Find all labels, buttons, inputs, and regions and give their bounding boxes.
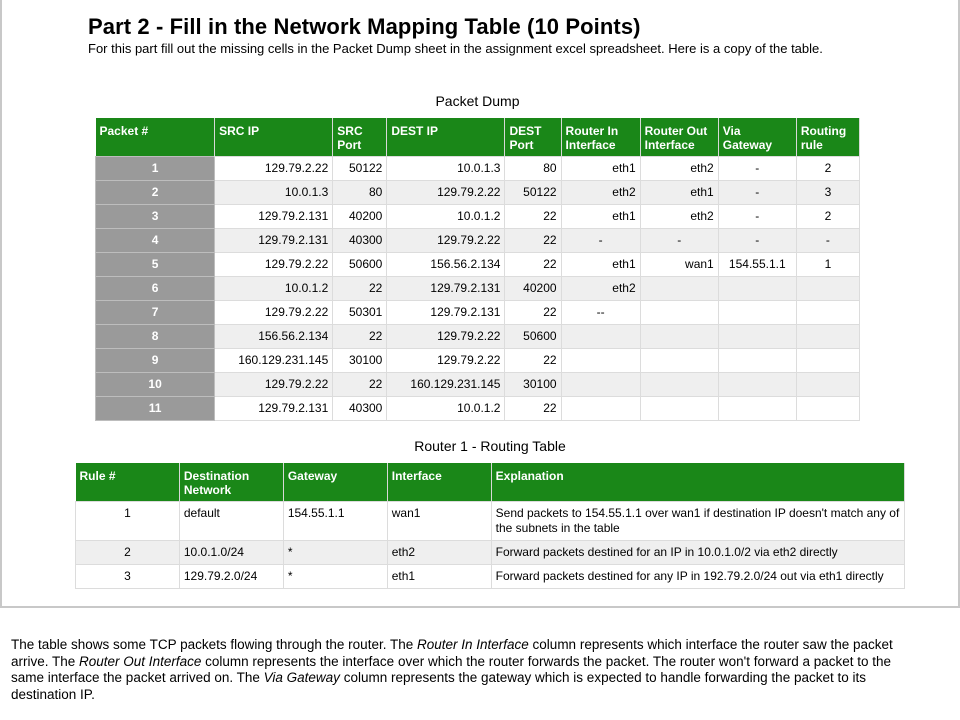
dest-port-cell: 22 (505, 205, 561, 229)
router-in-cell (561, 373, 640, 397)
dest-ip-cell: 129.79.2.131 (387, 301, 505, 325)
frame-bottom-border (0, 606, 960, 608)
packet-row (96, 253, 860, 277)
col-header-via-gateway: Via Gateway (718, 118, 796, 157)
routing-rule-cell: - (796, 229, 859, 253)
routing-row (76, 502, 905, 541)
packet-number-cell: 2 (96, 181, 215, 205)
router-out-cell: - (640, 229, 718, 253)
paragraph-text-4: column represents the gateway which is expected to handle forwarding the packet to its destination IP. (11, 670, 866, 702)
src-ip-cell: 129.79.2.22 (215, 157, 333, 181)
src-ip-cell: 129.79.2.22 (215, 253, 333, 277)
packet-dump-header-row (96, 118, 860, 157)
routing-rule-cell (796, 397, 859, 421)
router-in-cell: eth1 (561, 205, 640, 229)
router-in-cell: eth1 (561, 157, 640, 181)
col-header-destination: Destination Network (179, 463, 283, 502)
gateway-cell: * (283, 565, 387, 589)
dest-port-cell: 22 (505, 301, 561, 325)
packet-row (96, 397, 860, 421)
paragraph-text-3: column represents the interface over which the router forwards the packet. The router won't forward a packet to the same interface the packet arrived on. The (11, 653, 892, 685)
src-ip-cell: 10.0.1.3 (215, 181, 333, 205)
router-in-cell: eth2 (561, 277, 640, 301)
destination-cell: 10.0.1.0/24 (179, 541, 283, 565)
router-out-cell (640, 325, 718, 349)
via-gateway-cell (718, 349, 796, 373)
src-port-cell: 40200 (333, 205, 387, 229)
routing-rule-cell: 3 (796, 181, 859, 205)
router-in-cell: eth2 (561, 181, 640, 205)
col-header-router-in: Router In Interface (561, 118, 640, 157)
interface-cell: wan1 (387, 502, 491, 541)
packet-number-cell: 9 (96, 349, 215, 373)
router-in-cell: -- (561, 301, 640, 325)
router-in-cell (561, 325, 640, 349)
src-port-cell: 50122 (333, 157, 387, 181)
src-ip-cell: 129.79.2.131 (215, 397, 333, 421)
src-port-cell: 50600 (333, 253, 387, 277)
packet-number-cell: 1 (96, 157, 215, 181)
src-ip-cell: 129.79.2.22 (215, 373, 333, 397)
dest-ip-cell: 129.79.2.22 (387, 349, 505, 373)
src-port-cell: 22 (333, 373, 387, 397)
via-gateway-cell: - (718, 181, 796, 205)
explanation-cell: Forward packets destined for an IP in 10.0.1.0/2 via eth2 directly (491, 541, 904, 565)
gateway-cell: * (283, 541, 387, 565)
col-header-interface: Interface (387, 463, 491, 502)
packet-number-cell: 8 (96, 325, 215, 349)
dest-ip-cell: 10.0.1.3 (387, 157, 505, 181)
src-ip-cell: 129.79.2.22 (215, 301, 333, 325)
col-header-src-ip: SRC IP (215, 118, 333, 157)
dest-ip-cell: 10.0.1.2 (387, 205, 505, 229)
paragraph-em-router-out: Router Out Interface (79, 653, 202, 669)
src-port-cell: 50301 (333, 301, 387, 325)
router-out-cell: wan1 (640, 253, 718, 277)
routing-row (76, 541, 905, 565)
dest-ip-cell: 129.79.2.22 (387, 325, 505, 349)
packet-number-cell: 7 (96, 301, 215, 325)
paragraph-em-router-in: Router In Interface (416, 637, 529, 652)
via-gateway-cell: 154.55.1.1 (718, 253, 796, 277)
routing-row (76, 565, 905, 589)
dest-ip-cell: 129.79.2.22 (387, 229, 505, 253)
paragraph-em-via-gateway: Via Gateway (263, 670, 340, 685)
packet-row (96, 277, 860, 301)
via-gateway-cell (718, 397, 796, 421)
paragraph-text-2: column represents which interface the router saw the packet arrive. The (11, 637, 893, 669)
dest-port-cell: 22 (505, 229, 561, 253)
packet-number-cell: 3 (96, 205, 215, 229)
src-ip-cell: 10.0.1.2 (215, 277, 333, 301)
packet-number-cell: 4 (96, 229, 215, 253)
dest-port-cell: 50600 (505, 325, 561, 349)
router-out-cell (640, 301, 718, 325)
col-header-dest-ip: DEST IP (387, 118, 505, 157)
src-ip-cell: 160.129.231.145 (215, 349, 333, 373)
interface-cell: eth2 (387, 541, 491, 565)
src-port-cell: 40300 (333, 229, 387, 253)
via-gateway-cell (718, 373, 796, 397)
router-in-cell: eth1 (561, 253, 640, 277)
explanation-paragraph (11, 637, 911, 703)
col-header-dest-port: DEST Port (505, 118, 561, 157)
routing-table-caption: Router 1 - Routing Table (414, 438, 566, 454)
col-header-routing-rule: Routing rule (796, 118, 859, 157)
interface-cell: eth1 (387, 565, 491, 589)
via-gateway-cell: - (718, 205, 796, 229)
routing-table (75, 463, 905, 589)
packet-dump-table (95, 118, 860, 421)
src-port-cell: 22 (333, 325, 387, 349)
src-ip-cell: 129.79.2.131 (215, 229, 333, 253)
paragraph-text-1: The table shows some TCP packets flowing through the router. The (11, 637, 417, 652)
routing-rule-cell (796, 349, 859, 373)
col-header-gateway: Gateway (283, 463, 387, 502)
router-out-cell: eth1 (640, 181, 718, 205)
src-ip-cell: 156.56.2.134 (215, 325, 333, 349)
dest-port-cell: 80 (505, 157, 561, 181)
frame-left-border (0, 0, 2, 608)
rule-number-cell: 1 (76, 502, 180, 541)
explanation-cell: Forward packets destined for any IP in 192.79.2.0/24 out via eth1 directly (491, 565, 904, 589)
dest-port-cell: 22 (505, 253, 561, 277)
packet-row (96, 373, 860, 397)
packet-number-cell: 10 (96, 373, 215, 397)
rule-number-cell: 2 (76, 541, 180, 565)
dest-port-cell: 22 (505, 349, 561, 373)
via-gateway-cell (718, 301, 796, 325)
packet-dump-caption: Packet Dump (435, 93, 520, 109)
packet-row (96, 157, 860, 181)
col-header-src-port: SRC Port (333, 118, 387, 157)
packet-number-cell: 11 (96, 397, 215, 421)
packet-number-cell: 6 (96, 277, 215, 301)
dest-ip-cell: 160.129.231.145 (387, 373, 505, 397)
dest-ip-cell: 129.79.2.131 (387, 277, 505, 301)
src-port-cell: 30100 (333, 349, 387, 373)
destination-cell: default (179, 502, 283, 541)
destination-cell: 129.79.2.0/24 (179, 565, 283, 589)
router-out-cell (640, 349, 718, 373)
via-gateway-cell (718, 325, 796, 349)
routing-rule-cell (796, 277, 859, 301)
col-header-explanation: Explanation (491, 463, 904, 502)
explanation-cell: Send packets to 154.55.1.1 over wan1 if destination IP doesn't match any of the subnets in the table (491, 502, 904, 541)
src-ip-cell: 129.79.2.131 (215, 205, 333, 229)
routing-rule-cell (796, 373, 859, 397)
via-gateway-cell: - (718, 229, 796, 253)
packet-row (96, 229, 860, 253)
src-port-cell: 80 (333, 181, 387, 205)
col-header-rule: Rule # (76, 463, 180, 502)
dest-port-cell: 30100 (505, 373, 561, 397)
gateway-cell: 154.55.1.1 (283, 502, 387, 541)
routing-rule-cell: 2 (796, 205, 859, 229)
router-out-cell: eth2 (640, 205, 718, 229)
routing-header-row (76, 463, 905, 502)
src-port-cell: 40300 (333, 397, 387, 421)
router-in-cell (561, 349, 640, 373)
router-out-cell: eth2 (640, 157, 718, 181)
src-port-cell: 22 (333, 277, 387, 301)
via-gateway-cell: - (718, 157, 796, 181)
dest-port-cell: 50122 (505, 181, 561, 205)
page-subtitle: For this part fill out the missing cells in the Packet Dump sheet in the assignment excel spreadsheet. Here is a copy of the table. (88, 41, 823, 56)
rule-number-cell: 3 (76, 565, 180, 589)
dest-ip-cell: 156.56.2.134 (387, 253, 505, 277)
packet-row (96, 205, 860, 229)
routing-rule-cell: 2 (796, 157, 859, 181)
router-in-cell (561, 397, 640, 421)
col-header-packet: Packet # (96, 118, 215, 157)
router-out-cell (640, 373, 718, 397)
router-out-cell (640, 397, 718, 421)
dest-port-cell: 22 (505, 397, 561, 421)
routing-rule-cell (796, 301, 859, 325)
col-header-router-out: Router Out Interface (640, 118, 718, 157)
dest-ip-cell: 10.0.1.2 (387, 397, 505, 421)
packet-row (96, 349, 860, 373)
via-gateway-cell (718, 277, 796, 301)
router-out-cell (640, 277, 718, 301)
dest-port-cell: 40200 (505, 277, 561, 301)
router-in-cell: - (561, 229, 640, 253)
routing-rule-cell: 1 (796, 253, 859, 277)
packet-number-cell: 5 (96, 253, 215, 277)
routing-rule-cell (796, 325, 859, 349)
dest-ip-cell: 129.79.2.22 (387, 181, 505, 205)
packet-row (96, 325, 860, 349)
page-title: Part 2 - Fill in the Network Mapping Table (10 Points) (88, 14, 641, 39)
packet-row (96, 181, 860, 205)
packet-row (96, 301, 860, 325)
